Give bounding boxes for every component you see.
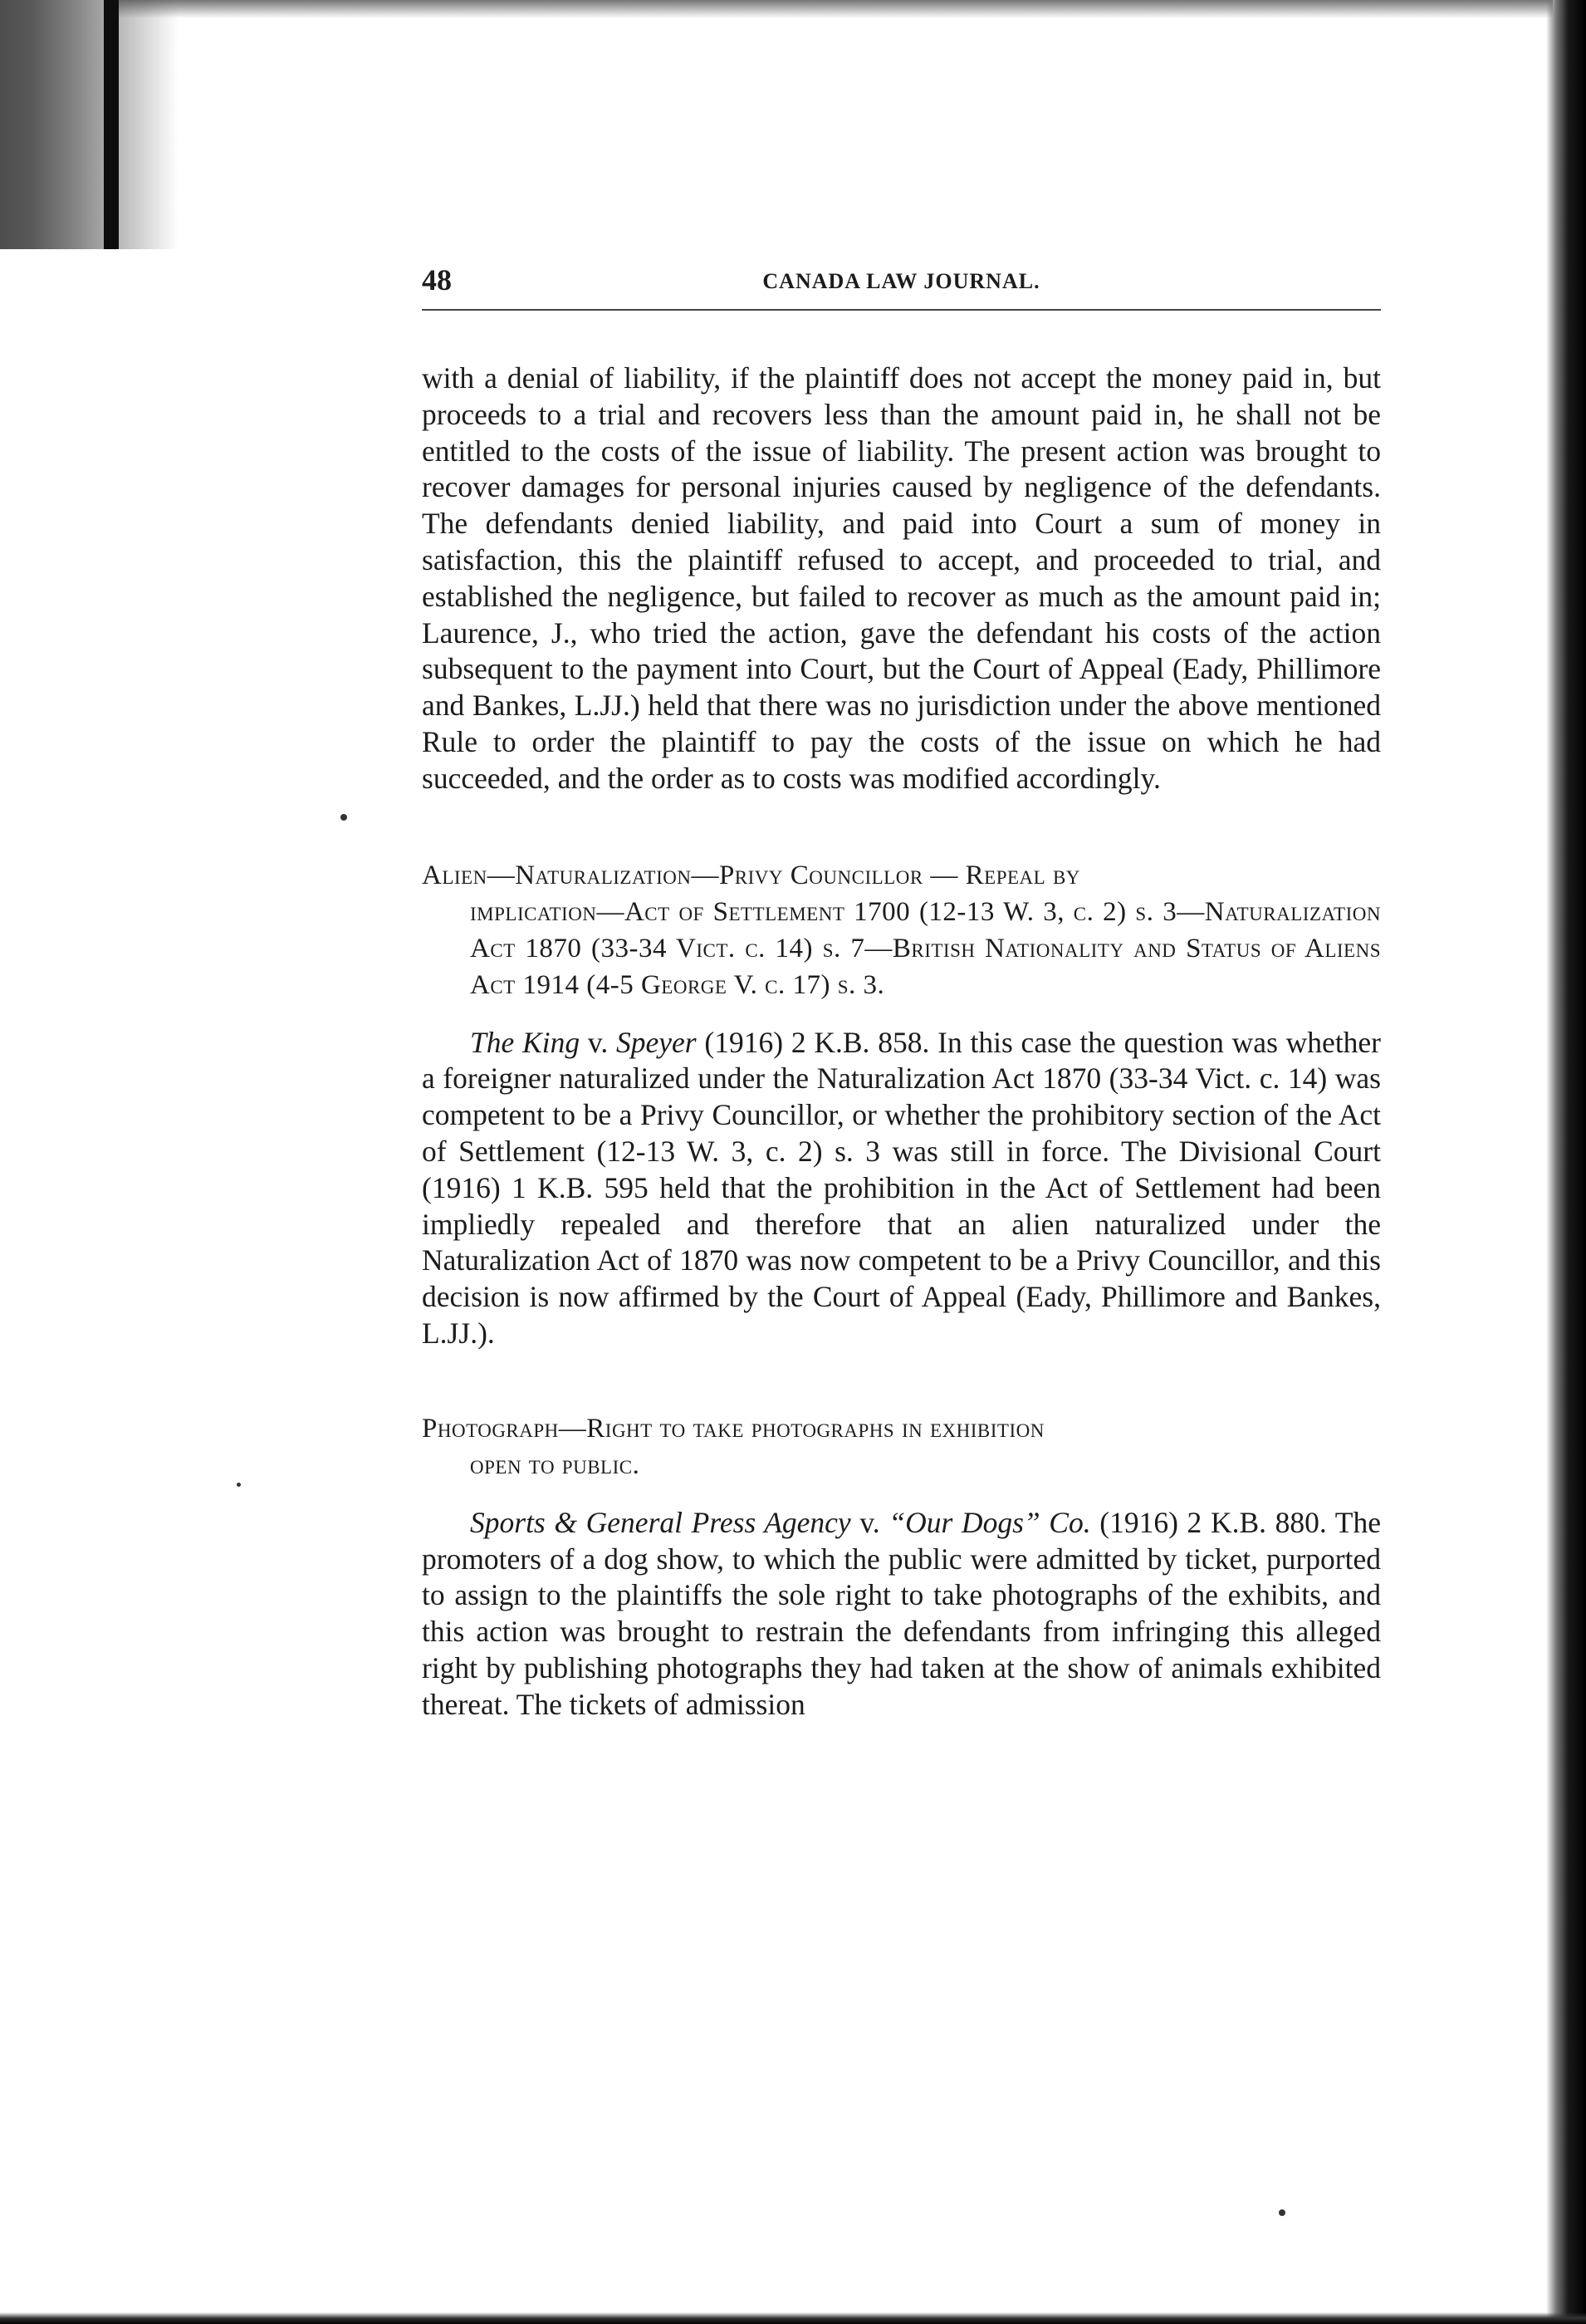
- case-body: (1916) 2 K.B. 880. The promoters of a dog show, to which the public were admitted by ticket, purported to assign to the plaintiffs the sole right to take photographs of the exhibits, and this action was brought to restrain the defendants from infringing this alleged right by publishing photographs they had taken at the show of animals exhibited thereat. The tickets of admission: [422, 1505, 1381, 1721]
- scan-binding-strip: [104, 0, 119, 249]
- case-paragraph-sports-general-press: [422, 1505, 1381, 1723]
- heading-continuation: implication—Act of Settlement 1700 (12-13 W. 3, c. 2) s. 3—Naturalization Act 1870 (33-34 Vict. c. 14) s. 7—British Nationality and Status of Aliens Act 1914 (4-5 George V. c. 17) s. 3.: [470, 896, 1381, 1000]
- scan-speck: [1279, 2209, 1285, 2216]
- running-head: [422, 259, 1381, 311]
- continuation-paragraph: with a denial of liability, if the plaintiff does not accept the money paid in, but proceeds to a trial and recovers less than the amount paid in, he shall not be entitled to the costs of the issue of liability. The present action was brought to recover damages for personal injuries caused by negligence of the defendants. The defendants denied liability, and paid into Court a sum of money in satisfaction, this the plaintiff refused to accept, and proceeded to trial, and established the negligence, but failed to recover as much as the amount paid in; Laurence, J., who tried the action, gave the defendant his costs of the action subsequent to the payment into Court, but the Court of Appeal (Eady, Phillimore and Bankes, L.JJ.) held that there was no jurisdiction under the above mentioned Rule to order the plaintiff to pay the costs of the issue on which he had succeeded, and the order as to costs was modified accordingly.: [422, 361, 1381, 795]
- case-name: Sports & General Press Agency: [470, 1505, 851, 1539]
- heading-continuation: open to public.: [470, 1449, 640, 1480]
- heading-lead: Photograph—Right to take photographs in exhibition: [422, 1413, 1045, 1444]
- case-versus: v.: [850, 1505, 889, 1539]
- scan-shadow-left: [0, 0, 179, 249]
- section-heading-photograph: [422, 1410, 1381, 1483]
- case-body: (1916) 2 K.B. 858. In this case the question was whether a foreigner naturalized under the Naturalization Act 1870 (33-34 Vict. c. 14) was competent to be a Privy Councillor, or whether the prohibitory section of the Act of Settlement (12-13 W. 3, c. 2) s. 3 was still in force. The Divisional Court (1916) 1 K.B. 595 held that the prohibition in the Act of Settlement had been impliedly repealed and therefore that an alien naturalized under the Naturalization Act of 1870 was now competent to be a Privy Councillor, and this decision is now affirmed by the Court of Appeal (Eady, Phillimore and Bankes, L.JJ.).: [422, 1025, 1382, 1350]
- section-heading-alien-naturalization: [422, 857, 1381, 1003]
- case-name: The King: [470, 1025, 580, 1059]
- journal-title: CANADA LAW JOURNAL.: [762, 269, 1040, 293]
- journal-page: [422, 259, 1381, 1723]
- scan-shadow-bottom: [0, 2312, 1586, 2324]
- scan-speck: [340, 814, 347, 821]
- case-versus: v.: [580, 1025, 616, 1059]
- case-paragraph-king-v-speyer: [422, 1025, 1381, 1352]
- scan-speck: [237, 1483, 241, 1487]
- scan-shadow-right: [1546, 0, 1586, 2324]
- scan-shadow-top: [116, 0, 1553, 18]
- case-party: “Our Dogs” Co.: [888, 1505, 1091, 1539]
- case-party: Speyer: [616, 1025, 697, 1059]
- heading-lead: Alien—Naturalization—Privy Councillor — Repeal by: [422, 860, 1080, 890]
- page-number: 48: [422, 263, 452, 297]
